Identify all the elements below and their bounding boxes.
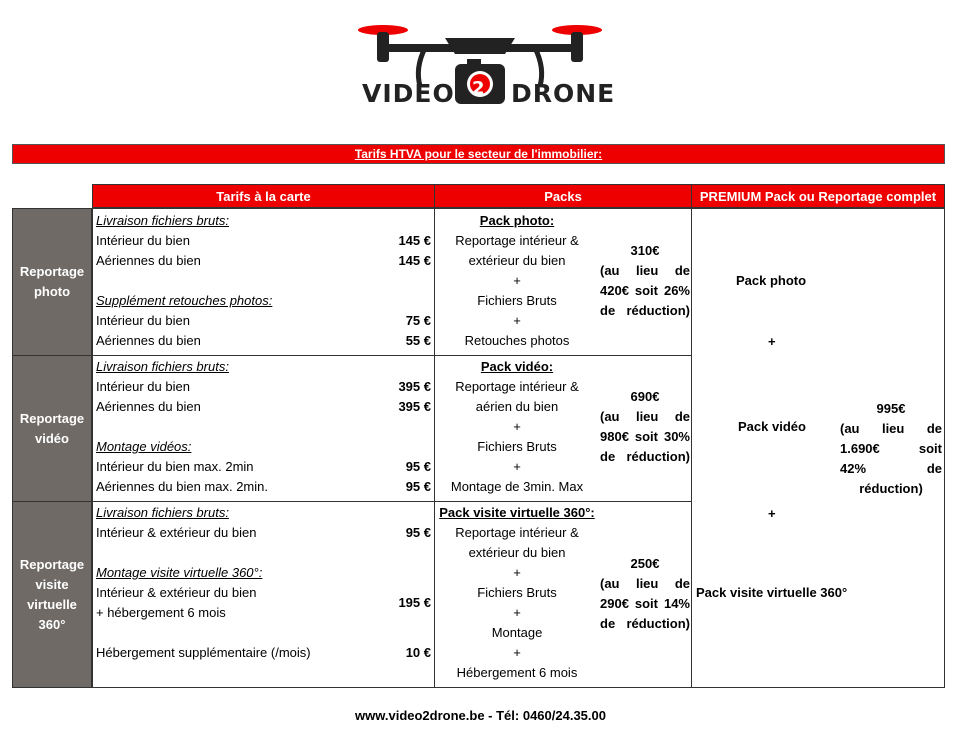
- item-price: 55 €: [405, 333, 431, 348]
- pack-note: (au lieu de: [600, 263, 690, 278]
- item-price: 95 €: [405, 459, 431, 474]
- item-name: Hébergement supplémentaire (/mois): [96, 645, 311, 660]
- item-name-line2: + hébergement 6 mois: [96, 605, 226, 620]
- premium-note: (au lieu de: [840, 421, 942, 436]
- row-label-virtual: Reportage visite virtuelle 360°: [12, 501, 92, 688]
- title-banner: Tarifs HTVA pour le secteur de l'immobilier:: [12, 144, 945, 164]
- pack-note: 420€ soit 26%: [600, 283, 690, 298]
- pack-line: Fichiers Bruts: [477, 585, 557, 600]
- pack-line: Fichiers Bruts: [477, 439, 557, 454]
- pack-line: Reportage intérieur &: [455, 379, 579, 394]
- item-price: 10 €: [405, 645, 431, 660]
- premium-price: 995€: [876, 401, 906, 416]
- section-title: Livraison fichiers bruts:: [96, 213, 229, 228]
- premium-item: Pack visite virtuelle 360°: [696, 585, 848, 600]
- pack-line: +: [513, 273, 521, 288]
- logo-number: 2: [472, 78, 485, 99]
- item-name: Aériennes du bien: [96, 253, 201, 268]
- item-price: 195 €: [398, 595, 431, 610]
- pack-line: Hébergement 6 mois: [456, 665, 578, 680]
- pack-price: 310€: [630, 243, 660, 258]
- footer-contact: www.video2drone.be - Tél: 0460/24.35.00: [355, 708, 606, 723]
- pack-line: +: [513, 459, 521, 474]
- item-name: Intérieur & extérieur du bien: [96, 585, 257, 600]
- pack-line: aérien du bien: [475, 399, 559, 414]
- row-label-photo: Reportage photo: [12, 208, 92, 356]
- section-title: Montage vidéos:: [96, 439, 192, 454]
- pack-line: +: [513, 605, 521, 620]
- pack-line: +: [513, 565, 521, 580]
- pack-cell-virtual: [434, 501, 692, 688]
- carte-cell-video: [92, 355, 435, 502]
- carte-cell-virtual: [92, 501, 435, 688]
- pack-line: extérieur du bien: [468, 253, 566, 268]
- pack-line: Retouches photos: [464, 333, 570, 348]
- section-title: Montage visite virtuelle 360°:: [96, 565, 263, 580]
- pack-line: Reportage intérieur &: [455, 525, 579, 540]
- pack-line: +: [513, 313, 521, 328]
- item-price: 145 €: [398, 253, 431, 268]
- item-price: 395 €: [398, 399, 431, 414]
- item-name: Intérieur du bien: [96, 379, 190, 394]
- row-label-video: Reportage vidéo: [12, 355, 92, 502]
- item-name: Aériennes du bien: [96, 333, 201, 348]
- pack-line: Montage de 3min. Max: [450, 479, 584, 494]
- item-name: Intérieur & extérieur du bien: [96, 525, 257, 540]
- premium-cell: [691, 208, 945, 688]
- carte-cell-photo: [92, 208, 435, 356]
- premium-note: 42% de: [840, 461, 942, 476]
- item-name: Intérieur du bien max. 2min: [96, 459, 254, 474]
- pack-note: de réduction): [600, 616, 690, 631]
- pack-price: 690€: [630, 389, 660, 404]
- item-price: 75 €: [405, 313, 431, 328]
- item-price: 95 €: [405, 525, 431, 540]
- premium-item: Pack vidéo: [738, 419, 806, 434]
- pack-note: de réduction): [600, 303, 690, 318]
- section-title: Livraison fichiers bruts:: [96, 505, 229, 520]
- section-title: Supplément retouches photos:: [96, 293, 273, 308]
- item-price: 145 €: [398, 233, 431, 248]
- pack-line: extérieur du bien: [468, 545, 566, 560]
- pack-title: Pack photo:: [479, 213, 555, 228]
- premium-plus: +: [768, 506, 776, 521]
- pack-line: Reportage intérieur &: [455, 233, 579, 248]
- pack-note: 290€ soit 14%: [600, 596, 690, 611]
- item-name: Aériennes du bien max. 2min.: [96, 479, 268, 494]
- pack-note: de réduction): [600, 449, 690, 464]
- item-price: 395 €: [398, 379, 431, 394]
- pack-line: Montage: [491, 625, 543, 640]
- pack-title: Pack visite virtuelle 360°:: [439, 505, 595, 520]
- logo-word-left: VIDEO: [362, 79, 455, 108]
- header-packs: Packs: [434, 184, 692, 208]
- item-price: 95 €: [405, 479, 431, 494]
- pack-line: +: [513, 419, 521, 434]
- premium-item: Pack photo: [736, 273, 807, 288]
- premium-note: 1.690€ soit: [840, 441, 942, 456]
- pack-line: Fichiers Bruts: [477, 293, 557, 308]
- premium-note: réduction): [859, 481, 923, 496]
- header-premium: PREMIUM Pack ou Reportage complet: [691, 184, 945, 208]
- pack-note: (au lieu de: [600, 576, 690, 591]
- premium-plus: +: [768, 334, 776, 349]
- logo-word-right: DRONE: [511, 79, 616, 108]
- header-carte: Tarifs à la carte: [92, 184, 435, 208]
- pack-cell-photo: [434, 208, 692, 356]
- pack-line: +: [513, 645, 521, 660]
- pack-note: 980€ soit 30%: [600, 429, 690, 444]
- item-name: Intérieur du bien: [96, 313, 190, 328]
- section-title: Livraison fichiers bruts:: [96, 359, 229, 374]
- pack-cell-video: [434, 355, 692, 502]
- pack-title: Pack vidéo:: [480, 359, 554, 374]
- pack-note: (au lieu de: [600, 409, 690, 424]
- pack-price: 250€: [630, 556, 660, 571]
- item-name: Intérieur du bien: [96, 233, 190, 248]
- item-name: Aériennes du bien: [96, 399, 201, 414]
